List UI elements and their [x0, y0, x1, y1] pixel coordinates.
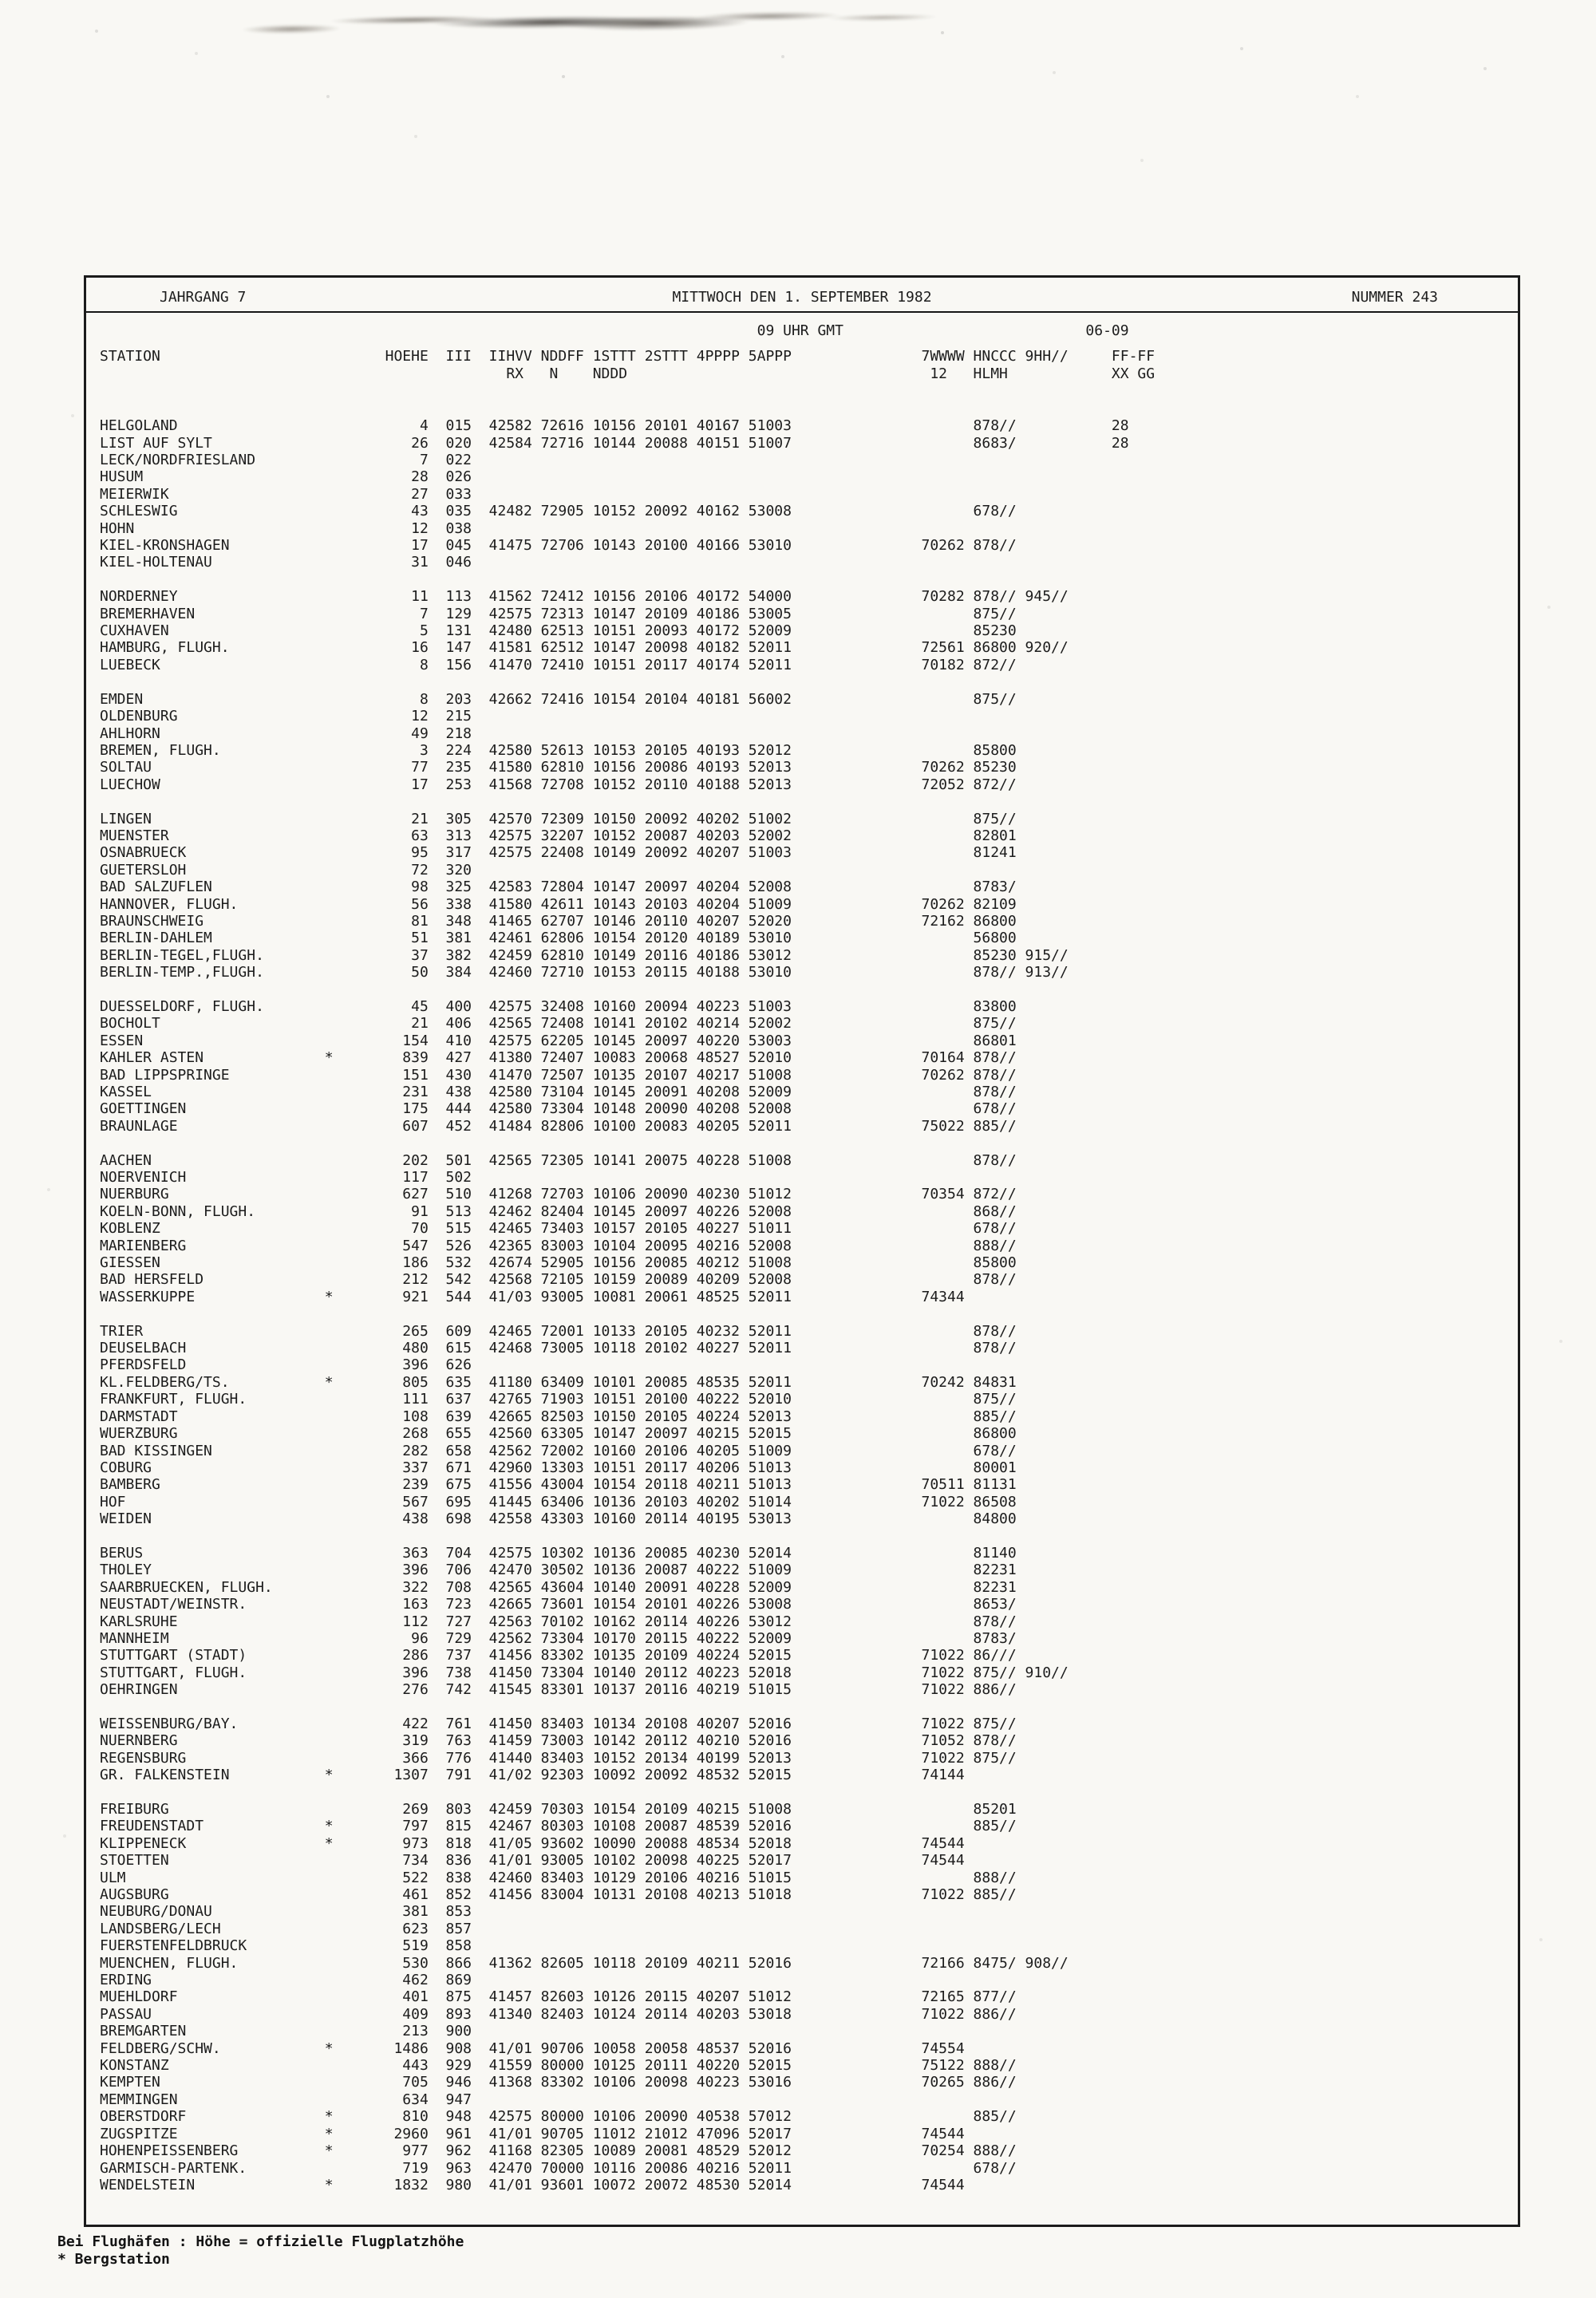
station-group — [100, 1716, 1518, 1784]
observation-time-line: 09 UHR GMT 06-09 — [100, 322, 1129, 339]
table-row: BREMEN, FLUGH. 3 224 42580 52613 10153 20105 40193 52012 85800 — [100, 741, 1112, 759]
footnote-bergstation: * Bergstation — [57, 2251, 170, 2268]
table-row: GUETERSLOH 72 320 — [100, 861, 1112, 879]
table-row: AUGSBURG 461 852 41456 83004 10131 20108 40213 51018 71022 885// — [100, 1886, 1112, 1904]
table-row: KLIPPENECK * 973 818 41/05 93602 10090 20088 48534 52018 74544 — [100, 1834, 1112, 1852]
table-row: LIST AUF SYLT 26 020 42584 72716 10144 20088 40151 51007 8683/ 28 — [100, 434, 1129, 452]
table-row: BRAUNLAGE 607 452 41484 82806 10100 20083 40205 52011 75022 885// — [100, 1117, 1112, 1135]
station-group — [100, 1545, 1518, 1699]
table-row: OLDENBURG 12 215 — [100, 708, 1112, 725]
table-row: TRIER 265 609 42465 72001 10133 20105 40232 52011 878// — [100, 1322, 1112, 1340]
table-row: SAARBRUECKEN, FLUGH. 322 708 42565 43604 10140 20091 40228 52009 82231 — [100, 1578, 1112, 1596]
table-row: AACHEN 202 501 42565 72305 10141 20075 40228 51008 878// — [100, 1151, 1112, 1169]
table-row: LUEBECK 8 156 41470 72410 10151 20117 40174 52011 70182 872// — [100, 656, 1112, 673]
table-row: FUERSTENFELDBRUCK 519 858 — [100, 1937, 1112, 1955]
scan-speckles — [0, 0, 2, 2]
table-row: LUECHOW 17 253 41568 72708 10152 20110 40188 52013 72052 872// — [100, 776, 1112, 793]
table-row: ZUGSPITZE * 2960 961 41/01 90705 11012 21012 47096 52017 74544 — [100, 2125, 1112, 2142]
table-row: KASSEL 231 438 42580 73104 10145 20091 40208 52009 878// — [100, 1084, 1112, 1100]
station-group — [100, 1323, 1518, 1528]
table-row: OEHRINGEN 276 742 41545 83301 10137 20116 40219 51015 71022 886// — [100, 1681, 1112, 1699]
masthead — [86, 278, 1518, 313]
table-row: CUXHAVEN 5 131 42480 62513 10151 20093 40172 52009 85230 — [100, 622, 1112, 640]
table-row: MANNHEIM 96 729 42562 73304 10170 20115 40222 52009 8783/ — [100, 1629, 1112, 1647]
table-row: KL.FELDBERG/TS. * 805 635 41180 63409 10101 20085 48535 52011 70242 84831 — [100, 1373, 1112, 1391]
table-row: DARMSTADT 108 639 42665 82503 10150 20105 40224 52013 885// — [100, 1408, 1112, 1425]
table-row: COBURG 337 671 42960 13303 10151 20117 40206 51013 80001 — [100, 1459, 1112, 1476]
table-row: GARMISCH-PARTENK. 719 963 42470 70000 10116 20086 40216 52011 678// — [100, 2159, 1112, 2177]
table-content — [86, 322, 1518, 2193]
table-row: BAD LIPPSPRINGE 151 430 41470 72507 10135 20107 40217 51008 70262 878// — [100, 1066, 1112, 1084]
table-row: HOF 567 695 41445 63406 10136 20103 40202 51014 71022 86508 — [100, 1493, 1112, 1510]
table-row: NORDERNEY 11 113 41562 72412 10156 20106 40172 54000 70282 878// 945// — [100, 588, 1112, 606]
table-row: WEIDEN 438 698 42558 43303 10160 20114 40195 53013 84800 — [100, 1510, 1112, 1528]
table-row: BERLIN-TEGEL,FLUGH. 37 382 42459 62810 10149 20116 40186 53012 85230 915// — [100, 946, 1112, 964]
table-row: NOERVENICH 117 502 — [100, 1169, 1112, 1187]
table-row: BREMERHAVEN 7 129 42575 72313 10147 20109 40186 53005 875// — [100, 605, 1112, 622]
table-row: WUERZBURG 268 655 42560 63305 10147 20097 40215 52015 86800 — [100, 1425, 1112, 1443]
table-row: PFERDSFELD 396 626 — [100, 1356, 1112, 1374]
table-row: KOELN-BONN, FLUGH. 91 513 42462 82404 10145 20097 40226 52008 868// — [100, 1202, 1112, 1220]
station-group — [100, 1801, 1518, 2193]
table-row: FRANKFURT, FLUGH. 111 637 42765 71903 10151 20100 40222 52010 875// — [100, 1391, 1112, 1408]
table-row: BERLIN-DAHLEM 51 381 42461 62806 10154 20120 40189 53010 56800 — [100, 930, 1112, 947]
table-row: GIESSEN 186 532 42674 52905 10156 20085 40212 51008 85800 — [100, 1254, 1112, 1272]
column-header-line2: RX N NDDD 12 HLMH XX GG — [100, 365, 1156, 382]
table-row: ERDING 462 869 — [100, 1972, 1112, 1989]
table-row: BREMGARTEN 213 900 — [100, 2023, 1112, 2040]
table-row: WASSERKUPPE * 921 544 41/03 93005 10081 20061 48525 52011 74344 — [100, 1288, 1112, 1305]
table-row: STUTTGART, FLUGH. 396 738 41450 73304 10140 20112 40223 52018 71022 875// 910// — [100, 1664, 1112, 1681]
scan-smudge-artifact — [215, 0, 974, 47]
masthead-jahrgang: JAHRGANG 7 — [160, 289, 247, 306]
table-row: ESSEN 154 410 42575 62205 10145 20097 40220 53003 86801 — [100, 1032, 1112, 1049]
table-row: EMDEN 8 203 42662 72416 10154 20104 40181 56002 875// — [100, 690, 1112, 708]
station-group — [100, 811, 1518, 981]
table-row: GR. FALKENSTEIN * 1307 791 41/02 92303 10092 20092 48532 52015 74144 — [100, 1767, 1112, 1784]
table-row: HELGOLAND 4 015 42582 72616 10156 20101 40167 51003 878// 28 — [100, 417, 1129, 435]
table-row: BERUS 363 704 42575 10302 10136 20085 40230 52014 81140 — [100, 1544, 1112, 1562]
table-row: LANDSBERG/LECH 623 857 — [100, 1920, 1112, 1937]
table-row: HOHN 12 038 — [100, 519, 1112, 537]
footnotes — [57, 2233, 464, 2268]
table-row: GOETTINGEN 175 444 42580 73304 10148 20090 40208 52008 678// — [100, 1100, 1112, 1118]
table-row: STOETTEN 734 836 41/01 93005 10102 20098 40225 52017 74544 — [100, 1852, 1112, 1870]
table-row: NEUSTADT/WEINSTR. 163 723 42665 73601 10154 20101 40226 53008 8653/ — [100, 1596, 1112, 1613]
table-row: ULM 522 838 42460 83403 10129 20106 40216 51015 888// — [100, 1869, 1112, 1886]
table-row: BAD KISSINGEN 282 658 42562 72002 10160 20106 40205 51009 678// — [100, 1442, 1112, 1459]
table-row: WENDELSTEIN * 1832 980 41/01 93601 10072 20072 48530 52014 74544 — [100, 2176, 1112, 2193]
table-row: NEUBURG/DONAU 381 853 — [100, 1903, 1112, 1921]
table-row: NUERNBERG 319 763 41459 73003 10142 20112 40210 52016 71052 878// — [100, 1732, 1112, 1750]
table-row: BERLIN-TEMP.,FLUGH. 50 384 42460 72710 10153 20115 40188 53010 878// 913// — [100, 964, 1112, 981]
table-row: MARIENBERG 547 526 42365 83003 10104 20095 40216 52008 888// — [100, 1237, 1112, 1254]
table-row: SOLTAU 77 235 41580 62810 10156 20086 40193 52013 70262 85230 — [100, 759, 1112, 776]
table-row: DEUSELBACH 480 615 42468 73005 10118 20102 40227 52011 878// — [100, 1340, 1112, 1357]
table-border-frame — [84, 275, 1520, 2227]
table-row: FREUDENSTADT * 797 815 42467 80303 10108 20087 48539 52016 885// — [100, 1818, 1112, 1835]
table-row: OBERSTDORF * 810 948 42575 80000 10106 20090 40538 57012 885// — [100, 2108, 1112, 2126]
table-row: WEISSENBURG/BAY. 422 761 41450 83403 10134 20108 40207 52016 71022 875// — [100, 1715, 1112, 1732]
station-table — [100, 417, 1518, 2193]
table-row: KOBLENZ 70 515 42465 73403 10157 20105 40227 51011 678// — [100, 1220, 1112, 1238]
table-row: MUEHLDORF 401 875 41457 82603 10126 20115 40207 51012 72165 877// — [100, 1988, 1112, 2006]
table-row: KAHLER ASTEN * 839 427 41380 72407 10083 20068 48527 52010 70164 878// — [100, 1049, 1112, 1067]
table-row: HANNOVER, FLUGH. 56 338 41580 42611 10143 20103 40204 51009 70262 82109 — [100, 895, 1112, 913]
table-row: OSNABRUECK 95 317 42575 22408 10149 20092 40207 51003 81241 — [100, 844, 1112, 862]
table-row: SCHLESWIG 43 035 42482 72905 10152 20092 40162 53008 678// — [100, 503, 1112, 520]
table-row: NUERBURG 627 510 41268 72703 10106 20090 40230 51012 70354 872// — [100, 1186, 1112, 1203]
table-row: MUENSTER 63 313 42575 32207 10152 20087 40203 52002 82801 — [100, 827, 1112, 844]
table-row: THOLEY 396 706 42470 30502 10136 20087 40222 51009 82231 — [100, 1562, 1112, 1579]
table-row: MEIERWIK 27 033 — [100, 485, 1112, 503]
table-row: BRAUNSCHWEIG 81 348 41465 62707 10146 20110 40207 52020 72162 86800 — [100, 912, 1112, 930]
table-row: BOCHOLT 21 406 42565 72408 10141 20102 40214 52002 875// — [100, 1015, 1112, 1033]
station-group — [100, 588, 1518, 673]
table-row: MUENCHEN, FLUGH. 530 866 41362 82605 10118 20109 40211 52016 72166 8475/ 908// — [100, 1954, 1112, 1972]
masthead-date: MITTWOCH DEN 1. SEPTEMBER 1982 — [672, 289, 932, 306]
table-row: KEMPTEN 705 946 41368 83302 10106 20098 40223 53016 70265 886// — [100, 2074, 1112, 2091]
table-row: LECK/NORDFRIESLAND 7 022 — [100, 452, 1112, 469]
table-row: KIEL-HOLTENAU 31 046 — [100, 554, 1112, 571]
table-row: STUTTGART (STADT) 286 737 41456 83302 10135 20109 40224 52015 71022 86/// — [100, 1647, 1112, 1664]
table-row: LINGEN 21 305 42570 72309 10150 20092 40202 51002 875// — [100, 810, 1112, 827]
table-row: REGENSBURG 366 776 41440 83403 10152 20134 40199 52013 71022 875// — [100, 1749, 1112, 1767]
footnote-flugplatzhoehe: Bei Flughäfen : Höhe = offizielle Flugplatzhöhe — [57, 2233, 464, 2250]
table-row: DUESSELDORF, FLUGH. 45 400 42575 32408 10160 20094 40223 51003 83800 — [100, 997, 1112, 1015]
table-row: AHLHORN 49 218 — [100, 725, 1112, 742]
column-header-line1: STATION HOEHE III IIHVV NDDFF 1STTT 2STTT 4PPPP 5APPP 7WWWW HNCCC 9HH// FF-FF — [100, 348, 1156, 365]
table-row: KARLSRUHE 112 727 42563 70102 10162 20114 40226 53012 878// — [100, 1613, 1112, 1630]
table-row: FELDBERG/SCHW. * 1486 908 41/01 90706 10058 20058 48537 52016 74554 — [100, 2039, 1112, 2057]
table-row: BAD HERSFELD 212 542 42568 72105 10159 20089 40209 52008 878// — [100, 1271, 1112, 1289]
table-row: BAMBERG 239 675 41556 43004 10154 20118 40211 51013 70511 81131 — [100, 1476, 1112, 1494]
table-row: KIEL-KRONSHAGEN 17 045 41475 72706 10143 20100 40166 53010 70262 878// — [100, 537, 1112, 555]
table-row: HUSUM 28 026 — [100, 468, 1112, 486]
station-group — [100, 691, 1518, 793]
station-group — [100, 1152, 1518, 1306]
table-row: HAMBURG, FLUGH. 16 147 41581 62512 10147 20098 40182 52011 72561 86800 920// — [100, 639, 1112, 657]
table-row: BAD SALZUFLEN 98 325 42583 72804 10147 20097 40204 52008 8783/ — [100, 879, 1112, 896]
station-group — [100, 998, 1518, 1135]
table-row: PASSAU 409 893 41340 82403 10124 20114 40203 53018 71022 886// — [100, 2005, 1112, 2023]
table-row: HOHENPEISSENBERG * 977 962 41168 82305 10089 20081 48529 52012 70254 888// — [100, 2142, 1112, 2160]
table-row: KONSTANZ 443 929 41559 80000 10125 20111 40220 52015 75122 888// — [100, 2057, 1112, 2075]
station-group — [100, 417, 1518, 571]
masthead-nummer: NUMMER 243 — [1351, 289, 1438, 306]
table-row: MEMMINGEN 634 947 — [100, 2091, 1112, 2108]
table-row: FREIBURG 269 803 42459 70303 10154 20109 40215 51008 85201 — [100, 1800, 1112, 1818]
